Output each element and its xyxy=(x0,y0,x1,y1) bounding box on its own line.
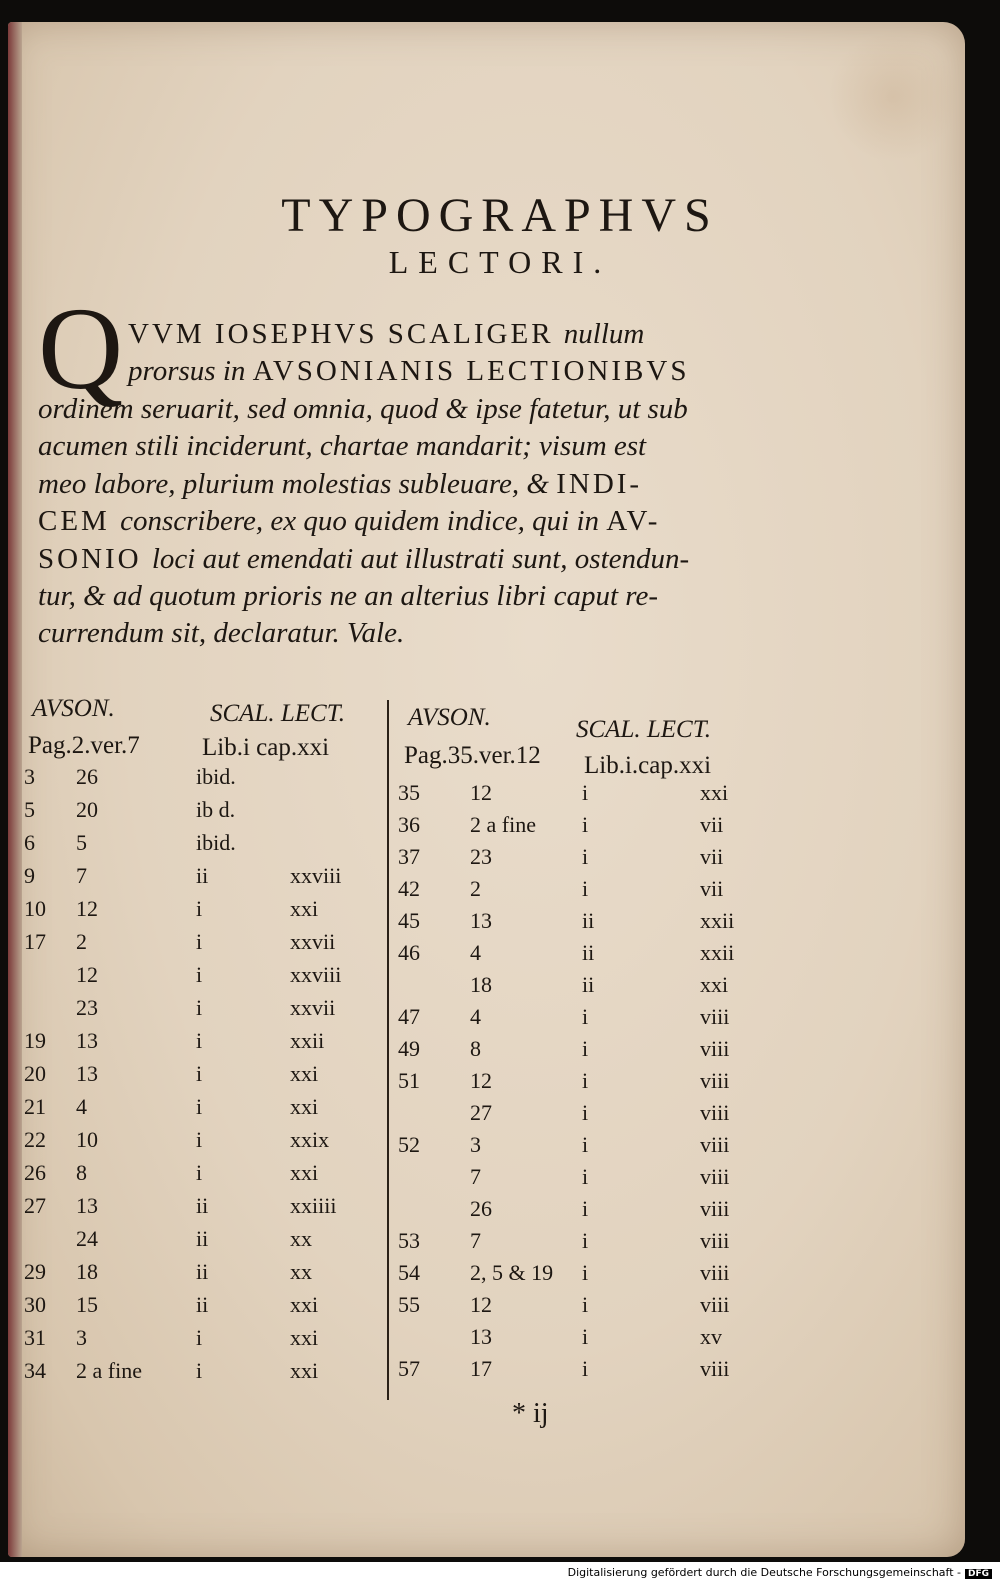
index-cell: i xyxy=(582,1292,589,1317)
index-cell: xxii xyxy=(700,908,735,933)
index-cell: i xyxy=(582,1100,589,1125)
column-divider xyxy=(387,700,389,1400)
index-cell: 26 xyxy=(24,1160,46,1185)
index-cell: vii xyxy=(700,876,724,901)
index-cell: 12 xyxy=(470,1068,492,1093)
index-cell: viii xyxy=(700,1100,730,1125)
preface-line xyxy=(38,468,642,501)
index-cell: viii xyxy=(700,1068,730,1093)
dfg-logo: DFG xyxy=(965,1569,992,1579)
drop-initial: Q xyxy=(38,283,124,414)
index-cell: i xyxy=(196,896,203,921)
index-cell: ii xyxy=(582,972,595,997)
right-auson-subheader: Pag.35.ver.12 xyxy=(404,742,541,769)
index-cell: 12 xyxy=(470,1292,492,1317)
preface-segment: SONIO xyxy=(38,543,152,575)
index-cell: 52 xyxy=(398,1132,420,1157)
index-cell: 53 xyxy=(398,1228,420,1253)
index-cell: xxix xyxy=(290,1127,330,1152)
index-cell: 19 xyxy=(24,1028,46,1053)
preface-line xyxy=(128,318,644,351)
index-cell: 29 xyxy=(24,1259,46,1284)
index-cell: 23 xyxy=(470,844,492,869)
preface-segment: conscribere, ex quo quidem indice, qui in xyxy=(120,505,607,537)
index-cell: xxi xyxy=(290,1358,319,1383)
index-cell: 13 xyxy=(470,908,492,933)
index-cell: i xyxy=(582,1004,589,1029)
left-auson-subheader: Pag.2.ver.7 xyxy=(28,732,140,759)
index-cell: 6 xyxy=(24,830,35,855)
index-cell: 49 xyxy=(398,1036,420,1061)
preface-segment: meo labore, plurium molestias subleuare, & xyxy=(38,468,557,500)
index-cell: ibid. xyxy=(196,764,236,789)
preface-segment: acumen stili inciderunt, chartae mandarit; visum est xyxy=(38,430,647,462)
index-cell: 18 xyxy=(470,972,492,997)
index-cell: 7 xyxy=(470,1164,481,1189)
preface-segment: currendum sit, declaratur. Vale. xyxy=(38,617,405,649)
index-cell: xxvii xyxy=(290,929,336,954)
preface-line xyxy=(38,580,658,613)
index-cell: viii xyxy=(700,1356,730,1381)
index-cell: ii xyxy=(196,1226,209,1251)
index-cell: ii xyxy=(582,908,595,933)
index-cell: i xyxy=(196,1358,203,1383)
index-cell: 51 xyxy=(398,1068,420,1093)
index-cell: 12 xyxy=(76,962,98,987)
index-cell: i xyxy=(582,1068,589,1093)
index-cell: i xyxy=(196,1028,203,1053)
index-cell: 4 xyxy=(76,1094,87,1119)
index-cell: 30 xyxy=(24,1292,46,1317)
index-cell: i xyxy=(582,876,589,901)
index-cell: 8 xyxy=(470,1036,481,1061)
index-cell: 17 xyxy=(470,1356,492,1381)
index-cell: i xyxy=(582,1324,589,1349)
index-cell: 20 xyxy=(24,1061,46,1086)
index-cell: viii xyxy=(700,1228,730,1253)
index-cell: viii xyxy=(700,1004,730,1029)
index-cell: i xyxy=(196,1160,203,1185)
preface-segment: AVSONIANIS LECTIONIBVS xyxy=(252,355,690,387)
index-cell: i xyxy=(196,1325,203,1350)
index-cell: 2 a fine xyxy=(470,812,536,837)
index-cell: 4 xyxy=(470,940,481,965)
index-cell: xxi xyxy=(290,896,319,921)
left-scal-subheader: Lib.i cap.xxi xyxy=(202,734,330,761)
index-cell: i xyxy=(196,1127,203,1152)
index-cell: 20 xyxy=(76,797,98,822)
index-cell: 35 xyxy=(398,780,420,805)
index-cell: i xyxy=(582,1356,589,1381)
index-cell: xxi xyxy=(290,1325,319,1350)
preface-line xyxy=(38,617,404,650)
digitization-credit xyxy=(568,1566,992,1579)
index-cell: 18 xyxy=(76,1259,98,1284)
index-cell: 46 xyxy=(398,940,420,965)
index-cell: 15 xyxy=(76,1292,98,1317)
signature-mark: * ij xyxy=(512,1398,549,1429)
index-cell: xxviii xyxy=(290,863,342,888)
index-cell: i xyxy=(196,995,203,1020)
index-cell: 54 xyxy=(398,1260,420,1285)
index-cell: 37 xyxy=(398,844,420,869)
preface-line xyxy=(38,505,660,538)
index-cell: 24 xyxy=(76,1226,98,1251)
index-cell: 55 xyxy=(398,1292,420,1317)
index-cell: i xyxy=(196,962,203,987)
index-cell: i xyxy=(582,1036,589,1061)
index-cell: ii xyxy=(196,1259,209,1284)
index-cell: viii xyxy=(700,1196,730,1221)
index-cell: xxi xyxy=(700,972,729,997)
page-title: TYPOGRAPHVS xyxy=(281,189,719,242)
index-cell: ii xyxy=(196,1292,209,1317)
index-cell: 2 xyxy=(76,929,87,954)
index-cell: 34 xyxy=(24,1358,46,1383)
index-cell: 27 xyxy=(470,1100,492,1125)
paper-stain xyxy=(828,32,958,162)
index-cell: xxii xyxy=(290,1028,325,1053)
index-cell: ibid. xyxy=(196,830,236,855)
preface-segment: AV- xyxy=(606,505,661,537)
index-cell: xxvii xyxy=(290,995,336,1020)
index-cell: ii xyxy=(196,863,209,888)
index-cell: viii xyxy=(700,1260,730,1285)
left-auson-header: AVSON. xyxy=(32,695,115,722)
index-cell: i xyxy=(582,780,589,805)
index-cell: i xyxy=(582,812,589,837)
preface-segment: ordinem seruarit, sed omnia, quod & ipse fatetur, ut sub xyxy=(38,393,688,425)
index-cell: 2 xyxy=(470,876,481,901)
index-cell: i xyxy=(582,1132,589,1157)
index-cell: i xyxy=(196,1061,203,1086)
index-cell: 3 xyxy=(24,764,35,789)
index-cell: ib d. xyxy=(196,797,236,822)
index-cell: 27 xyxy=(24,1193,46,1218)
preface-segment: INDI- xyxy=(556,468,643,500)
index-cell: i xyxy=(582,844,589,869)
preface-segment: loci aut emendati aut illustrati sunt, ostendun- xyxy=(151,543,690,575)
index-cell: 13 xyxy=(76,1061,98,1086)
index-cell: 26 xyxy=(76,764,98,789)
preface-segment: tur, & ad quotum prioris ne an alterius libri caput re- xyxy=(38,580,659,612)
index-cell: 8 xyxy=(76,1160,87,1185)
index-cell: 45 xyxy=(398,908,420,933)
index-cell: 3 xyxy=(470,1132,481,1157)
footer-text: Digitalisierung gefördert durch die Deutsche Forschungsgemeinschaft - xyxy=(567,1566,961,1579)
index-cell: 47 xyxy=(398,1004,420,1029)
preface-segment: CEM xyxy=(38,505,121,537)
index-cell: xx xyxy=(290,1259,312,1284)
index-cell: xxi xyxy=(700,780,729,805)
preface-line xyxy=(128,355,689,388)
right-auson-header: AVSON. xyxy=(408,704,491,731)
index-cell: 12 xyxy=(76,896,98,921)
index-cell: ii xyxy=(196,1193,209,1218)
index-cell: i xyxy=(196,1094,203,1119)
index-cell: xxi xyxy=(290,1160,319,1185)
index-cell: 10 xyxy=(76,1127,98,1152)
index-cell: viii xyxy=(700,1132,730,1157)
preface-line xyxy=(38,543,689,576)
index-cell: 22 xyxy=(24,1127,46,1152)
index-cell: vii xyxy=(700,844,724,869)
index-cell: 2 a fine xyxy=(76,1358,142,1383)
index-cell: 57 xyxy=(398,1356,420,1381)
index-cell: i xyxy=(582,1164,589,1189)
preface-line xyxy=(38,430,646,463)
index-cell: 13 xyxy=(76,1193,98,1218)
index-cell: vii xyxy=(700,812,724,837)
index-cell: 13 xyxy=(76,1028,98,1053)
index-cell: 36 xyxy=(398,812,420,837)
index-cell: 7 xyxy=(470,1228,481,1253)
index-cell: i xyxy=(582,1196,589,1221)
preface-segment: prorsus in xyxy=(128,355,253,387)
index-cell: xv xyxy=(700,1324,722,1349)
index-cell: 12 xyxy=(470,780,492,805)
index-cell: 5 xyxy=(76,830,87,855)
index-cell: xxi xyxy=(290,1292,319,1317)
index-cell: 26 xyxy=(470,1196,492,1221)
index-cell: 9 xyxy=(24,863,35,888)
index-cell: ii xyxy=(582,940,595,965)
index-cell: viii xyxy=(700,1036,730,1061)
index-cell: 31 xyxy=(24,1325,46,1350)
index-cell: viii xyxy=(700,1164,730,1189)
index-cell: 21 xyxy=(24,1094,46,1119)
index-cell: 5 xyxy=(24,797,35,822)
index-cell: xxi xyxy=(290,1061,319,1086)
preface-line xyxy=(38,393,688,426)
index-cell: 3 xyxy=(76,1325,87,1350)
index-cell: 23 xyxy=(76,995,98,1020)
index-cell: 7 xyxy=(76,863,87,888)
page-subtitle: LECTORI. xyxy=(388,244,612,280)
left-scal-header: SCAL. LECT. xyxy=(210,700,345,727)
index-cell: 42 xyxy=(398,876,420,901)
index-cell: 4 xyxy=(470,1004,481,1029)
index-cell: 2, 5 & 19 xyxy=(470,1260,554,1285)
index-cell: xxi xyxy=(290,1094,319,1119)
preface-segment: nullum xyxy=(563,318,645,350)
index-cell: 13 xyxy=(470,1324,492,1349)
index-cell: 10 xyxy=(24,896,46,921)
preface-segment: VVM IOSEPHVS SCALIGER xyxy=(128,318,564,350)
index-cell: i xyxy=(582,1228,589,1253)
index-cell: xx xyxy=(290,1226,312,1251)
index-cell: xxiiii xyxy=(290,1193,337,1218)
index-cell: i xyxy=(196,929,203,954)
right-scal-header: SCAL. LECT. xyxy=(576,716,711,743)
index-cell: viii xyxy=(700,1292,730,1317)
index-cell: 17 xyxy=(24,929,46,954)
index-cell: xxviii xyxy=(290,962,342,987)
right-scal-subheader: Lib.i.cap.xxi xyxy=(584,752,712,779)
index-cell: i xyxy=(582,1260,589,1285)
index-cell: xxii xyxy=(700,940,735,965)
